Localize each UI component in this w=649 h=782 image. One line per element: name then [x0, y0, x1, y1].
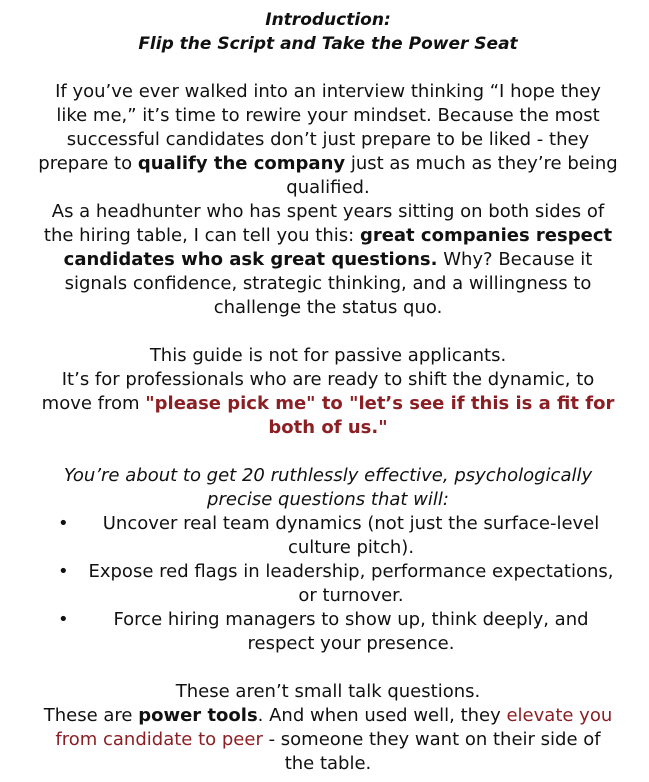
document-page: [38, 8, 618, 776]
heading-line-2: Flip the Script and Take the Power Seat: [138, 34, 518, 54]
paragraph-headhunter: As a headhunter who has spent years sitting on both sides of the hiring table, I can tell you this: great companies respect candidates who ask great questions. Why? Because it signals confidence, strategic thinking, and a willingness to challenge the status quo.: [43, 201, 613, 318]
bullet-icon: •: [58, 609, 69, 630]
paragraph-guide: This guide is not for passive applicants. It’s for professionals who are ready to shift the dynamic, to move from "please pick me" to "let’s see if this is a fit for both of us.": [41, 345, 615, 438]
bullet-icon: •: [58, 561, 69, 582]
emphasis-elevate: elevate you from candidate to peer: [55, 705, 613, 750]
intro-heading: [38, 8, 618, 56]
emphasis-pick-me: "please pick me" to "let’s see if this is a fit for both of us.": [145, 393, 615, 438]
heading-line-1: Introduction:: [265, 10, 391, 30]
paragraph-questions-intro: You’re about to get 20 ruthlessly effective, psychologically precise questions that will:: [63, 465, 593, 510]
emphasis-qualify: qualify the company: [137, 153, 346, 174]
list-item: • Expose red flags in leadership, performance expectations, or turnover.: [58, 561, 614, 606]
list-item: • Force hiring managers to show up, think deeply, and respect your presence.: [58, 609, 589, 654]
benefits-list: [38, 512, 618, 656]
paragraph-mindset: If you’ve ever walked into an interview thinking “I hope they like me,” it’s time to rewire your mindset. Because the most successful candidates don’t just prepare to be liked - they prepare to qualify the company just as much as they’re being qualified.: [38, 81, 618, 198]
paragraph-power-tools: These aren’t small talk questions. These are power tools. And when used well, they elevate you from candidate to peer - someone they want on their side of the table.: [43, 681, 613, 774]
list-item: • Uncover real team dynamics (not just the surface-level culture pitch).: [58, 513, 600, 558]
emphasis-power-tools: power tools: [138, 705, 258, 726]
bullet-icon: •: [58, 513, 69, 534]
emphasis-great-companies: great companies respect candidates who ask great questions.: [63, 225, 613, 270]
